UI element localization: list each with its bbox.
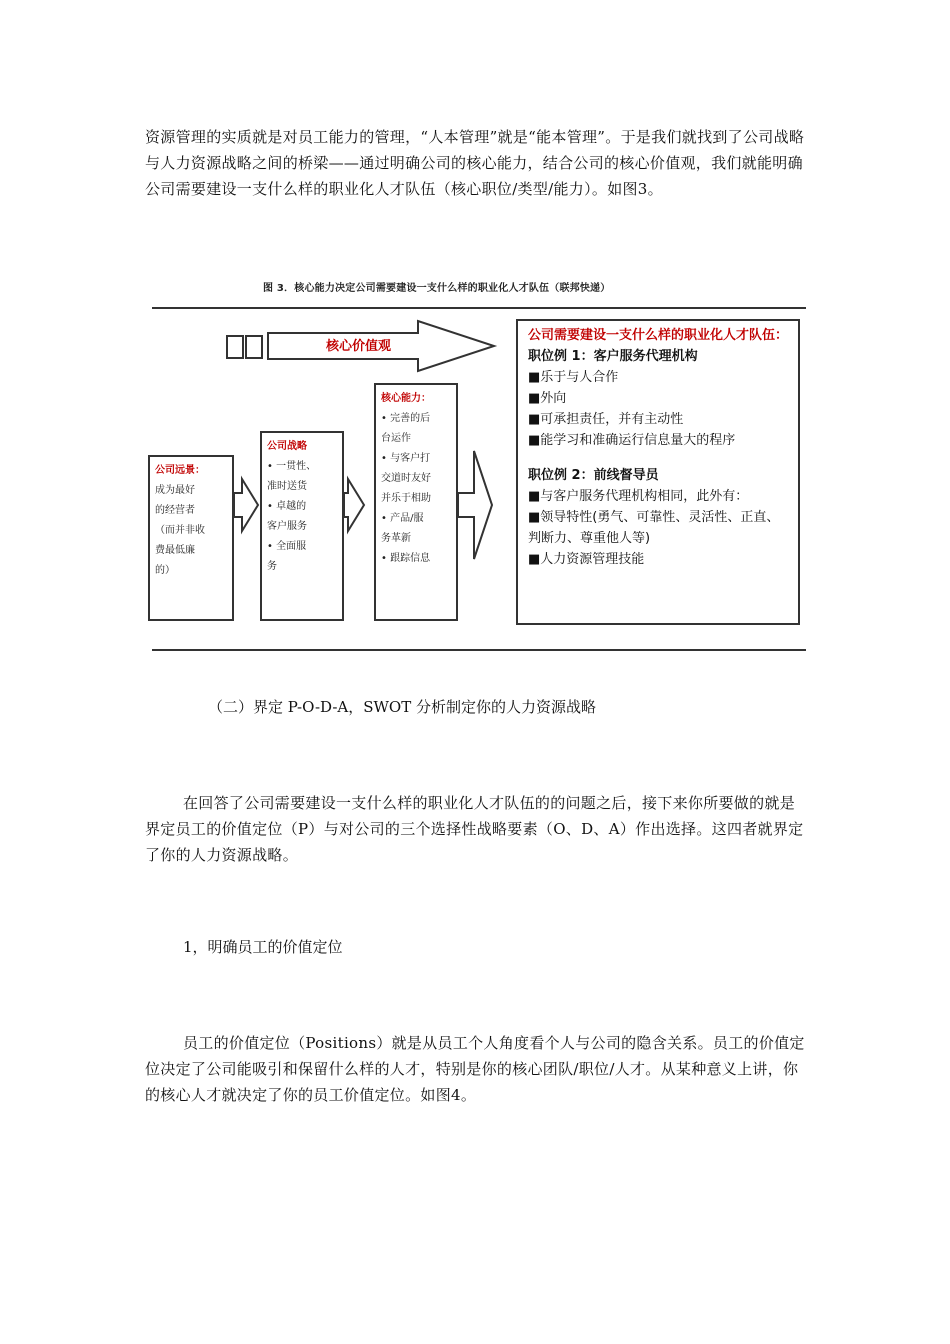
example1-title: 职位例 1：客户服务代理机构 <box>528 349 698 364</box>
example1-item: ■外向 <box>528 391 567 406</box>
competency-line: 并乐于相助 <box>381 493 431 504</box>
paragraph-poda: 在回答了公司需要建设一支什么样的职业化人才队伍的的问题之后，接下来你所要做的就是界定员工的价值定位（P）与对公司的三个选择性战略要素（O、D、A）作出选择。这四者就界定了你的人力资源战略。 <box>145 794 804 864</box>
example1-item: ■可承担责任，并有主动性 <box>528 412 684 427</box>
strategy-line: 准时送货 <box>267 481 307 492</box>
example2-item: ■人力资源管理技能 <box>528 552 645 567</box>
competency-line: 交道时友好 <box>381 473 431 484</box>
strategy-to-competency-arrow <box>344 479 364 531</box>
example2-item: ■与客户服务代理机构相同，此外有： <box>528 489 749 504</box>
figure-3 <box>148 275 808 660</box>
competency-title: 核心能力： <box>381 393 431 404</box>
vision-line: （而并非收 <box>155 525 205 536</box>
strategy-line: • 全面服 <box>267 541 307 552</box>
competency-line: • 完善的后 <box>381 413 431 424</box>
example2-item: ■领导特性(勇气、可靠性、灵活性、正直、判断力、尊重他人等) <box>528 510 780 546</box>
strategy-line: 务 <box>267 561 277 572</box>
strategy-box <box>260 431 344 621</box>
vision-to-strategy-arrow <box>234 479 258 531</box>
strategy-line: 客户服务 <box>267 521 307 532</box>
competency-line: 务革新 <box>381 533 411 544</box>
vision-title: 公司远景： <box>155 465 205 476</box>
example1-item: ■能学习和准确运行信息量大的程序 <box>528 433 736 448</box>
strategy-line: • 一贯性、 <box>267 461 317 472</box>
competency-line: • 与客户打 <box>381 453 431 464</box>
section-heading-poda: （二）界定 P-O-D-A，SWOT 分析制定你的人力资源战略 <box>208 698 596 716</box>
vision-box <box>148 455 234 621</box>
vision-line: 的） <box>155 565 175 576</box>
competency-line: 台运作 <box>381 433 411 444</box>
square-marker-1 <box>226 335 244 359</box>
talent-title: 公司需要建设一支什么样的职业化人才队伍： <box>528 328 789 343</box>
strategy-line: • 卓越的 <box>267 501 307 512</box>
example2-title: 职位例 2：前线督导员 <box>528 468 659 483</box>
vision-line: 费最低廉 <box>155 545 195 556</box>
strategy-title: 公司战略 <box>267 441 307 452</box>
core-values-label: 核心价值观 <box>326 339 392 354</box>
square-marker-2 <box>245 335 263 359</box>
section-heading-value-position: 1，明确员工的价值定位 <box>183 938 343 956</box>
competency-line: • 产品/服 <box>381 513 424 524</box>
paragraph-positions: 员工的价值定位（Positions）就是从员工个人角度看个人与公司的隐含关系。员工的价值定位决定了公司能吸引和保留什么样的人才，特别是你的核心团队/职位/人才。从某种意义上讲，你的核心人才就决定了你的员工价值定位。如图4。 <box>145 1034 805 1104</box>
talent-box <box>516 319 800 625</box>
vision-line: 的经营者 <box>155 505 195 516</box>
competency-box <box>374 383 458 621</box>
competency-to-talent-arrow <box>458 451 492 559</box>
figure-caption: 图 3．核心能力决定公司需要建设一支什么样的职业化人才队伍（联邦快递） <box>263 283 611 294</box>
competency-line: • 跟踪信息 <box>381 553 431 564</box>
vision-line: 成为最好 <box>155 485 195 496</box>
example1-item: ■乐于与人合作 <box>528 370 619 385</box>
paragraph-intro: 资源管理的实质就是对员工能力的管理，“人本管理”就是“能本管理”。于是我们就找到了公司战略与人力资源战略之间的桥梁——通过明确公司的核心能力，结合公司的核心价值观，我们就能明确公司需要建设一支什么样的职业化人才队伍（核心职位/类型/能力）。如图3。 <box>145 128 805 198</box>
